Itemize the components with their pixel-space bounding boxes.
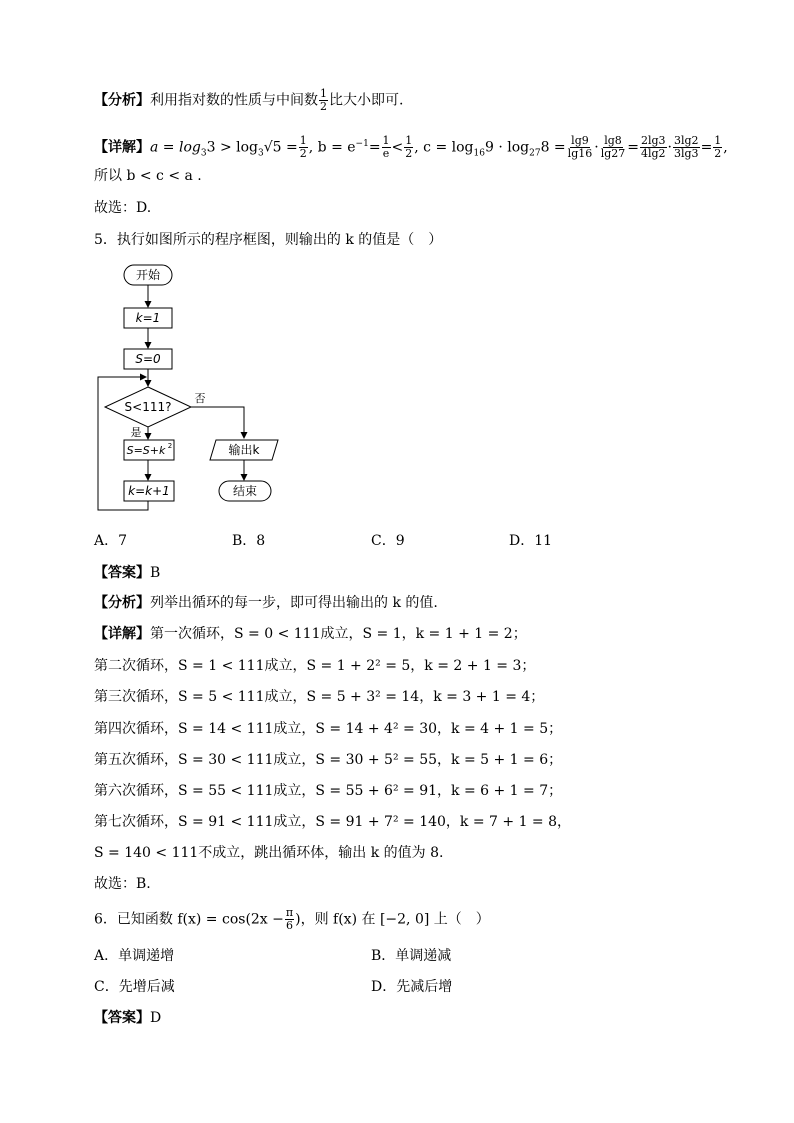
f1-den: lg16 — [567, 147, 593, 161]
flow-condition: S<111? — [124, 400, 172, 414]
q4-detail-a: a = log — [150, 139, 201, 156]
half-fraction-3 — [404, 135, 413, 160]
q4-detail-a-sub: 3 — [200, 148, 207, 159]
q4-detail-f: < — [391, 139, 404, 156]
f2-fraction — [600, 135, 627, 160]
q5-stem: 5．执行如图所示的程序框图，则输出的 k 的值是（ ） — [94, 232, 443, 248]
q5-answer-tag: 【答案】 — [94, 565, 150, 581]
q4-detail-d: , b = e — [308, 139, 356, 156]
half-num-2: 1 — [299, 134, 307, 148]
q6-option-b[interactable]: B．单调递减 — [371, 948, 452, 964]
q4-detail-c: √5 = — [263, 139, 298, 156]
flow-k-init: k=1 — [135, 311, 161, 325]
flow-update-k: k=k+1 — [128, 484, 170, 498]
f4-den: 3lg3 — [674, 147, 699, 161]
e-den: e — [382, 147, 390, 161]
f3-fraction — [640, 135, 667, 160]
q5-step-2: 第二次循环，S = 1 < 111成立，S = 1 + 2² = 5，k = 2 + 1 = 3； — [94, 658, 536, 674]
q5-option-b[interactable]: B．8 — [232, 533, 266, 549]
q6-stem — [94, 907, 490, 932]
q6-answer-tag: 【答案】 — [94, 1010, 150, 1026]
q5-step-3: 第三次循环，S = 5 < 111成立，S = 5 + 3² = 14，k = 3 + 1 = 4； — [94, 689, 545, 705]
q5-step-1-line — [94, 624, 527, 644]
q5-option-a[interactable]: A．7 — [94, 533, 128, 549]
q5-analysis-line — [94, 593, 438, 613]
half-fraction-2 — [299, 135, 308, 160]
pi-fraction — [285, 907, 294, 932]
q5-option-c[interactable]: C．9 — [371, 533, 405, 549]
q5-answer-final: 故选：B. — [94, 876, 151, 892]
q6-option-d[interactable]: D．先减后增 — [371, 979, 453, 995]
f2-num: lg8 — [604, 134, 622, 148]
q6-option-a[interactable]: A．单调递增 — [94, 948, 175, 964]
half-num: 1 — [320, 87, 327, 100]
f4-fraction — [673, 135, 700, 160]
q4-detail-e: = — [368, 139, 381, 156]
flow-yes-label: 是 — [130, 426, 142, 439]
q5-step-8: S = 140 < 111不成立，跳出循环体，输出 k 的值为 8. — [94, 845, 444, 861]
flow-update-s-sup: 2 — [167, 442, 173, 450]
q5-step-4: 第四次循环，S = 14 < 111成立，S = 14 + 4² = 30，k = 4 + 1 = 5； — [94, 721, 563, 737]
f3-den: 4lg2 — [640, 147, 666, 161]
flow-no-label: 否 — [194, 392, 206, 405]
flow-start: 开始 — [135, 268, 161, 282]
half-num-3: 1 — [405, 134, 413, 148]
q4-detail-i: 8 = — [540, 139, 566, 156]
half-den-4: 2 — [714, 147, 722, 161]
q5-analysis: 列举出循环的每一步，即可得出输出的 k 的值. — [150, 595, 438, 611]
flow-s-init: S=0 — [135, 352, 161, 366]
q4-detail-d-sup: −1 — [355, 139, 369, 149]
q5-option-d[interactable]: D．11 — [509, 533, 553, 549]
q4-detail-h-sub: 27 — [529, 148, 541, 159]
q6-stem-b: )，则 f(x) 在 [−2, 0] 上（ ） — [295, 911, 490, 928]
q6-answer: D — [150, 1010, 162, 1026]
flow-output: 输出k — [228, 443, 260, 457]
q4-detail-g: , c = log — [414, 139, 474, 156]
q4-detail-line: 【详解】$a = \log_33 > \log_3√5$ = $\frac{1}{2}$ , $b = e^{-1}=$ $\frac{1}{e}$ < $\frac{1}{2}$ , $c = \log_{16}9 \cdot \log_{27}8$ = $\frac{\lg 9}{\lg 16}$ · $\frac{\lg 8}{\lg 27}$ = $\frac{2\lg 3}{4\lg 2}$ · $\frac{3\lg 2}{3\lg 3}$ = $\frac{1}{2}$ , — [94, 134, 728, 161]
q5-step-6: 第六次循环，S = 55 < 111成立，S = 55 + 6² = 91，k = 6 + 1 = 7； — [94, 783, 563, 799]
half-den-2: 2 — [299, 147, 307, 161]
f1-fraction — [567, 135, 594, 160]
flow-update-s: S=S+k — [126, 444, 166, 457]
half-fraction — [319, 88, 328, 113]
e-fraction — [382, 135, 391, 160]
q4-conclusion: 所以 b < c < a . — [94, 168, 202, 184]
q5-answer: B — [150, 565, 161, 581]
flowchart — [94, 258, 294, 518]
half-fraction-4 — [713, 135, 722, 160]
half-den-3: 2 — [405, 147, 413, 161]
q5-answer-line — [94, 563, 160, 583]
q4-detail-b: 3 > log — [206, 139, 258, 156]
q5-detail-tag: 【详解】 — [94, 626, 150, 642]
q4-detail-g-sub: 16 — [473, 148, 485, 159]
q4-analysis-text-b: 比大小即可. — [329, 92, 404, 109]
q5-step-7: 第七次循环，S = 91 < 111成立，S = 91 + 7² = 140，k = 7 + 1 = 8， — [94, 814, 572, 830]
e-num: 1 — [382, 134, 390, 148]
f2-den: lg27 — [600, 147, 626, 161]
f4-num: 3lg2 — [674, 134, 699, 148]
q4-detail-h: 9 · log — [484, 139, 530, 156]
q5-step-1: 第一次循环，S = 0 < 111成立，S = 1，k = 1 + 1 = 2； — [150, 626, 527, 642]
q5-analysis-tag: 【分析】 — [94, 595, 150, 611]
q4-answer-line: 故选：D. — [94, 200, 152, 216]
q4-detail-tag: 【详解】 — [94, 139, 150, 156]
f3-num: 2lg3 — [640, 134, 666, 148]
pi-den: 6 — [286, 919, 293, 932]
q6-answer-line — [94, 1008, 161, 1028]
half-den: 2 — [320, 100, 327, 113]
q4-analysis-line — [94, 88, 403, 113]
q4-analysis-tag: 【分析】 — [94, 92, 150, 109]
half-num-4: 1 — [714, 134, 722, 148]
q4-analysis-text-a: 利用指对数的性质与中间数 — [150, 92, 318, 109]
q6-stem-a: 6．已知函数 f(x) = cos(2x − — [94, 911, 284, 928]
q4-detail-b-sub: 3 — [258, 148, 264, 159]
q5-step-5: 第五次循环，S = 30 < 111成立，S = 30 + 5² = 55，k = 5 + 1 = 6； — [94, 752, 563, 768]
pi-num: π — [285, 906, 294, 919]
f1-num: lg9 — [571, 134, 589, 148]
q4-detail-end: , — [723, 139, 728, 156]
q6-option-c[interactable]: C．先增后减 — [94, 979, 175, 995]
flow-end: 结束 — [232, 484, 258, 498]
